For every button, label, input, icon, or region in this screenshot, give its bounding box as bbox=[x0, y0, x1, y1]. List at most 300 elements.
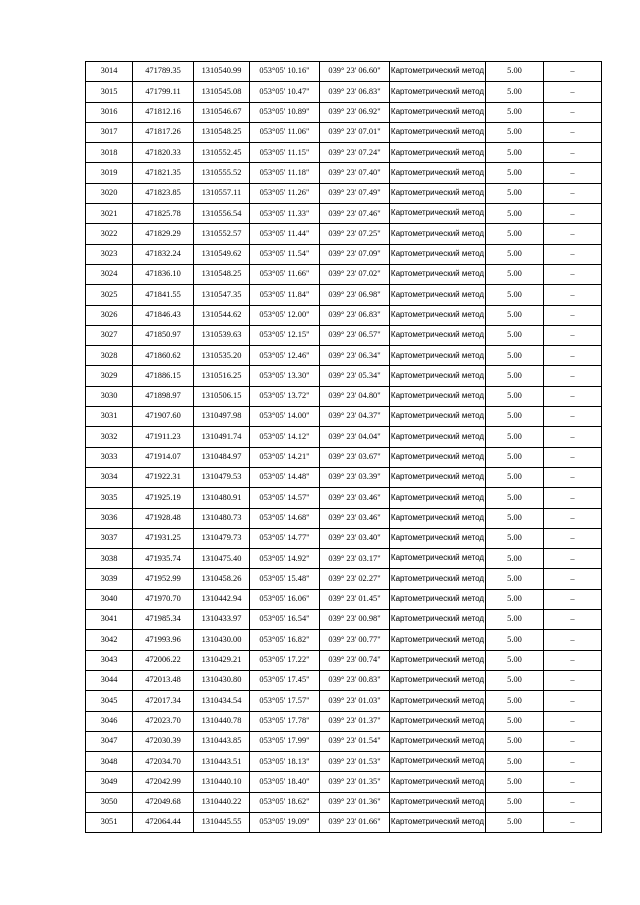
longitude-cell: 039° 23' 03.46" bbox=[320, 508, 390, 528]
latitude-cell: 053°05' 16.06" bbox=[250, 589, 320, 609]
table-row bbox=[86, 163, 602, 183]
longitude-cell: 039° 23' 07.25" bbox=[320, 224, 390, 244]
y-coordinate-cell: 1310429.21 bbox=[194, 650, 250, 670]
point-number-cell: 3014 bbox=[86, 62, 133, 82]
longitude-cell: 039° 23' 00.83" bbox=[320, 670, 390, 690]
x-coordinate-cell: 471817.26 bbox=[133, 122, 194, 142]
note-cell: – bbox=[544, 731, 602, 751]
x-coordinate-cell: 471911.23 bbox=[133, 427, 194, 447]
y-coordinate-cell: 1310548.25 bbox=[194, 264, 250, 284]
latitude-cell: 053°05' 11.66" bbox=[250, 264, 320, 284]
latitude-cell: 053°05' 11.33" bbox=[250, 204, 320, 224]
longitude-cell: 039° 23' 07.40" bbox=[320, 163, 390, 183]
note-cell: – bbox=[544, 467, 602, 487]
method-cell: Картометрический метод bbox=[390, 670, 486, 690]
longitude-cell: 039° 23' 03.39" bbox=[320, 467, 390, 487]
latitude-cell: 053°05' 17.99" bbox=[250, 731, 320, 751]
longitude-cell: 039° 23' 01.37" bbox=[320, 711, 390, 731]
latitude-cell: 053°05' 14.92" bbox=[250, 549, 320, 569]
table-row bbox=[86, 630, 602, 650]
y-coordinate-cell: 1310440.78 bbox=[194, 711, 250, 731]
x-coordinate-cell: 471914.07 bbox=[133, 447, 194, 467]
x-coordinate-cell: 471860.62 bbox=[133, 346, 194, 366]
y-coordinate-cell: 1310549.62 bbox=[194, 244, 250, 264]
table-row bbox=[86, 812, 602, 832]
longitude-cell: 039° 23' 04.80" bbox=[320, 386, 390, 406]
x-coordinate-cell: 472064.44 bbox=[133, 812, 194, 832]
method-cell: Картометрический метод bbox=[390, 407, 486, 427]
y-coordinate-cell: 1310548.25 bbox=[194, 122, 250, 142]
latitude-cell: 053°05' 17.78" bbox=[250, 711, 320, 731]
y-coordinate-cell: 1310557.11 bbox=[194, 183, 250, 203]
accuracy-cell: 5.00 bbox=[486, 407, 544, 427]
table-row bbox=[86, 650, 602, 670]
method-cell: Картометрический метод bbox=[390, 386, 486, 406]
table-row bbox=[86, 224, 602, 244]
latitude-cell: 053°05' 11.84" bbox=[250, 285, 320, 305]
latitude-cell: 053°05' 12.00" bbox=[250, 305, 320, 325]
x-coordinate-cell: 471970.70 bbox=[133, 589, 194, 609]
longitude-cell: 039° 23' 01.54" bbox=[320, 731, 390, 751]
y-coordinate-cell: 1310475.40 bbox=[194, 549, 250, 569]
latitude-cell: 053°05' 19.09" bbox=[250, 812, 320, 832]
latitude-cell: 053°05' 14.21" bbox=[250, 447, 320, 467]
note-cell: – bbox=[544, 630, 602, 650]
latitude-cell: 053°05' 11.06" bbox=[250, 122, 320, 142]
note-cell: – bbox=[544, 163, 602, 183]
longitude-cell: 039° 23' 03.40" bbox=[320, 528, 390, 548]
x-coordinate-cell: 471825.78 bbox=[133, 204, 194, 224]
accuracy-cell: 5.00 bbox=[486, 772, 544, 792]
y-coordinate-cell: 1310440.22 bbox=[194, 792, 250, 812]
latitude-cell: 053°05' 18.62" bbox=[250, 792, 320, 812]
point-number-cell: 3022 bbox=[86, 224, 133, 244]
note-cell: – bbox=[544, 488, 602, 508]
x-coordinate-cell: 471846.43 bbox=[133, 305, 194, 325]
y-coordinate-cell: 1310433.97 bbox=[194, 610, 250, 630]
x-coordinate-cell: 471886.15 bbox=[133, 366, 194, 386]
point-number-cell: 3039 bbox=[86, 569, 133, 589]
y-coordinate-cell: 1310516.25 bbox=[194, 366, 250, 386]
y-coordinate-cell: 1310479.53 bbox=[194, 467, 250, 487]
point-number-cell: 3020 bbox=[86, 183, 133, 203]
table-row bbox=[86, 427, 602, 447]
point-number-cell: 3016 bbox=[86, 102, 133, 122]
latitude-cell: 053°05' 16.54" bbox=[250, 610, 320, 630]
table-row bbox=[86, 711, 602, 731]
x-coordinate-cell: 471823.85 bbox=[133, 183, 194, 203]
point-number-cell: 3015 bbox=[86, 82, 133, 102]
method-cell: Картометрический метод bbox=[390, 528, 486, 548]
x-coordinate-cell: 472030.39 bbox=[133, 731, 194, 751]
latitude-cell: 053°05' 17.57" bbox=[250, 691, 320, 711]
point-number-cell: 3045 bbox=[86, 691, 133, 711]
note-cell: – bbox=[544, 285, 602, 305]
y-coordinate-cell: 1310506.15 bbox=[194, 386, 250, 406]
note-cell: – bbox=[544, 752, 602, 772]
y-coordinate-cell: 1310458.26 bbox=[194, 569, 250, 589]
latitude-cell: 053°05' 16.82" bbox=[250, 630, 320, 650]
accuracy-cell: 5.00 bbox=[486, 325, 544, 345]
point-number-cell: 3035 bbox=[86, 488, 133, 508]
y-coordinate-cell: 1310544.62 bbox=[194, 305, 250, 325]
x-coordinate-cell: 472034.70 bbox=[133, 752, 194, 772]
point-number-cell: 3041 bbox=[86, 610, 133, 630]
point-number-cell: 3023 bbox=[86, 244, 133, 264]
y-coordinate-cell: 1310539.63 bbox=[194, 325, 250, 345]
accuracy-cell: 5.00 bbox=[486, 102, 544, 122]
note-cell: – bbox=[544, 244, 602, 264]
table-row bbox=[86, 488, 602, 508]
table-row bbox=[86, 528, 602, 548]
point-number-cell: 3040 bbox=[86, 589, 133, 609]
x-coordinate-cell: 471985.34 bbox=[133, 610, 194, 630]
point-number-cell: 3026 bbox=[86, 305, 133, 325]
accuracy-cell: 5.00 bbox=[486, 183, 544, 203]
point-number-cell: 3037 bbox=[86, 528, 133, 548]
accuracy-cell: 5.00 bbox=[486, 711, 544, 731]
accuracy-cell: 5.00 bbox=[486, 447, 544, 467]
note-cell: – bbox=[544, 407, 602, 427]
point-number-cell: 3029 bbox=[86, 366, 133, 386]
method-cell: Картометрический метод bbox=[390, 752, 486, 772]
note-cell: – bbox=[544, 264, 602, 284]
accuracy-cell: 5.00 bbox=[486, 488, 544, 508]
point-number-cell: 3044 bbox=[86, 670, 133, 690]
method-cell: Картометрический метод bbox=[390, 508, 486, 528]
y-coordinate-cell: 1310442.94 bbox=[194, 589, 250, 609]
method-cell: Картометрический метод bbox=[390, 792, 486, 812]
point-number-cell: 3027 bbox=[86, 325, 133, 345]
method-cell: Картометрический метод bbox=[390, 772, 486, 792]
accuracy-cell: 5.00 bbox=[486, 691, 544, 711]
point-number-cell: 3021 bbox=[86, 204, 133, 224]
method-cell: Картометрический метод bbox=[390, 163, 486, 183]
longitude-cell: 039° 23' 03.46" bbox=[320, 488, 390, 508]
note-cell: – bbox=[544, 691, 602, 711]
note-cell: – bbox=[544, 204, 602, 224]
method-cell: Картометрический метод bbox=[390, 691, 486, 711]
latitude-cell: 053°05' 11.44" bbox=[250, 224, 320, 244]
method-cell: Картометрический метод bbox=[390, 731, 486, 751]
method-cell: Картометрический метод bbox=[390, 650, 486, 670]
table-row bbox=[86, 731, 602, 751]
accuracy-cell: 5.00 bbox=[486, 670, 544, 690]
y-coordinate-cell: 1310546.67 bbox=[194, 102, 250, 122]
latitude-cell: 053°05' 11.26" bbox=[250, 183, 320, 203]
method-cell: Картометрический метод bbox=[390, 183, 486, 203]
point-number-cell: 3019 bbox=[86, 163, 133, 183]
accuracy-cell: 5.00 bbox=[486, 528, 544, 548]
accuracy-cell: 5.00 bbox=[486, 630, 544, 650]
longitude-cell: 039° 23' 03.67" bbox=[320, 447, 390, 467]
table-row bbox=[86, 569, 602, 589]
note-cell: – bbox=[544, 650, 602, 670]
table-row bbox=[86, 204, 602, 224]
table-body bbox=[86, 62, 602, 833]
x-coordinate-cell: 471925.19 bbox=[133, 488, 194, 508]
y-coordinate-cell: 1310445.55 bbox=[194, 812, 250, 832]
method-cell: Картометрический метод bbox=[390, 62, 486, 82]
note-cell: – bbox=[544, 122, 602, 142]
longitude-cell: 039° 23' 01.66" bbox=[320, 812, 390, 832]
accuracy-cell: 5.00 bbox=[486, 792, 544, 812]
accuracy-cell: 5.00 bbox=[486, 62, 544, 82]
longitude-cell: 039° 23' 03.17" bbox=[320, 549, 390, 569]
table-row bbox=[86, 102, 602, 122]
x-coordinate-cell: 471812.16 bbox=[133, 102, 194, 122]
accuracy-cell: 5.00 bbox=[486, 143, 544, 163]
note-cell: – bbox=[544, 366, 602, 386]
table-row bbox=[86, 589, 602, 609]
x-coordinate-cell: 472013.48 bbox=[133, 670, 194, 690]
x-coordinate-cell: 471821.35 bbox=[133, 163, 194, 183]
point-number-cell: 3024 bbox=[86, 264, 133, 284]
point-number-cell: 3049 bbox=[86, 772, 133, 792]
latitude-cell: 053°05' 10.89" bbox=[250, 102, 320, 122]
y-coordinate-cell: 1310552.45 bbox=[194, 143, 250, 163]
table-row bbox=[86, 244, 602, 264]
longitude-cell: 039° 23' 04.04" bbox=[320, 427, 390, 447]
accuracy-cell: 5.00 bbox=[486, 812, 544, 832]
latitude-cell: 053°05' 18.40" bbox=[250, 772, 320, 792]
longitude-cell: 039° 23' 05.34" bbox=[320, 366, 390, 386]
accuracy-cell: 5.00 bbox=[486, 386, 544, 406]
latitude-cell: 053°05' 11.18" bbox=[250, 163, 320, 183]
table-row bbox=[86, 792, 602, 812]
table-row bbox=[86, 467, 602, 487]
method-cell: Картометрический метод bbox=[390, 447, 486, 467]
note-cell: – bbox=[544, 772, 602, 792]
y-coordinate-cell: 1310434.54 bbox=[194, 691, 250, 711]
longitude-cell: 039° 23' 04.37" bbox=[320, 407, 390, 427]
latitude-cell: 053°05' 12.15" bbox=[250, 325, 320, 345]
note-cell: – bbox=[544, 143, 602, 163]
latitude-cell: 053°05' 18.13" bbox=[250, 752, 320, 772]
note-cell: – bbox=[544, 62, 602, 82]
longitude-cell: 039° 23' 06.60" bbox=[320, 62, 390, 82]
note-cell: – bbox=[544, 508, 602, 528]
accuracy-cell: 5.00 bbox=[486, 752, 544, 772]
accuracy-cell: 5.00 bbox=[486, 731, 544, 751]
method-cell: Картометрический метод bbox=[390, 244, 486, 264]
latitude-cell: 053°05' 14.68" bbox=[250, 508, 320, 528]
method-cell: Картометрический метод bbox=[390, 711, 486, 731]
method-cell: Картометрический метод bbox=[390, 427, 486, 447]
point-number-cell: 3017 bbox=[86, 122, 133, 142]
latitude-cell: 053°05' 14.77" bbox=[250, 528, 320, 548]
accuracy-cell: 5.00 bbox=[486, 467, 544, 487]
x-coordinate-cell: 472017.34 bbox=[133, 691, 194, 711]
method-cell: Картометрический метод bbox=[390, 224, 486, 244]
accuracy-cell: 5.00 bbox=[486, 224, 544, 244]
latitude-cell: 053°05' 10.47" bbox=[250, 82, 320, 102]
table-row bbox=[86, 691, 602, 711]
latitude-cell: 053°05' 17.22" bbox=[250, 650, 320, 670]
y-coordinate-cell: 1310440.10 bbox=[194, 772, 250, 792]
y-coordinate-cell: 1310535.20 bbox=[194, 346, 250, 366]
longitude-cell: 039° 23' 06.34" bbox=[320, 346, 390, 366]
method-cell: Картометрический метод bbox=[390, 325, 486, 345]
y-coordinate-cell: 1310443.85 bbox=[194, 731, 250, 751]
latitude-cell: 053°05' 15.48" bbox=[250, 569, 320, 589]
table-row bbox=[86, 264, 602, 284]
latitude-cell: 053°05' 14.57" bbox=[250, 488, 320, 508]
y-coordinate-cell: 1310555.52 bbox=[194, 163, 250, 183]
longitude-cell: 039° 23' 00.74" bbox=[320, 650, 390, 670]
longitude-cell: 039° 23' 06.92" bbox=[320, 102, 390, 122]
point-number-cell: 3033 bbox=[86, 447, 133, 467]
note-cell: – bbox=[544, 427, 602, 447]
method-cell: Картометрический метод bbox=[390, 549, 486, 569]
point-number-cell: 3028 bbox=[86, 346, 133, 366]
method-cell: Картометрический метод bbox=[390, 467, 486, 487]
coordinates-table bbox=[85, 61, 602, 833]
table-row bbox=[86, 62, 602, 82]
note-cell: – bbox=[544, 82, 602, 102]
x-coordinate-cell: 471952.99 bbox=[133, 569, 194, 589]
point-number-cell: 3046 bbox=[86, 711, 133, 731]
note-cell: – bbox=[544, 224, 602, 244]
table-row bbox=[86, 670, 602, 690]
accuracy-cell: 5.00 bbox=[486, 244, 544, 264]
method-cell: Картометрический метод bbox=[390, 82, 486, 102]
longitude-cell: 039° 23' 01.03" bbox=[320, 691, 390, 711]
y-coordinate-cell: 1310547.35 bbox=[194, 285, 250, 305]
table-row bbox=[86, 366, 602, 386]
y-coordinate-cell: 1310552.57 bbox=[194, 224, 250, 244]
method-cell: Картометрический метод bbox=[390, 630, 486, 650]
note-cell: – bbox=[544, 589, 602, 609]
x-coordinate-cell: 472042.99 bbox=[133, 772, 194, 792]
longitude-cell: 039° 23' 01.45" bbox=[320, 589, 390, 609]
x-coordinate-cell: 471931.25 bbox=[133, 528, 194, 548]
table-row bbox=[86, 610, 602, 630]
table-row bbox=[86, 122, 602, 142]
x-coordinate-cell: 471841.55 bbox=[133, 285, 194, 305]
y-coordinate-cell: 1310545.08 bbox=[194, 82, 250, 102]
method-cell: Картометрический метод bbox=[390, 569, 486, 589]
longitude-cell: 039° 23' 06.57" bbox=[320, 325, 390, 345]
y-coordinate-cell: 1310430.80 bbox=[194, 670, 250, 690]
point-number-cell: 3038 bbox=[86, 549, 133, 569]
table-row bbox=[86, 143, 602, 163]
y-coordinate-cell: 1310479.73 bbox=[194, 528, 250, 548]
table-row bbox=[86, 346, 602, 366]
x-coordinate-cell: 471836.10 bbox=[133, 264, 194, 284]
note-cell: – bbox=[544, 528, 602, 548]
table-row bbox=[86, 386, 602, 406]
point-number-cell: 3050 bbox=[86, 792, 133, 812]
y-coordinate-cell: 1310556.54 bbox=[194, 204, 250, 224]
latitude-cell: 053°05' 11.54" bbox=[250, 244, 320, 264]
accuracy-cell: 5.00 bbox=[486, 163, 544, 183]
note-cell: – bbox=[544, 447, 602, 467]
note-cell: – bbox=[544, 183, 602, 203]
latitude-cell: 053°05' 13.30" bbox=[250, 366, 320, 386]
y-coordinate-cell: 1310443.51 bbox=[194, 752, 250, 772]
longitude-cell: 039° 23' 00.77" bbox=[320, 630, 390, 650]
accuracy-cell: 5.00 bbox=[486, 264, 544, 284]
note-cell: – bbox=[544, 549, 602, 569]
x-coordinate-cell: 471789.35 bbox=[133, 62, 194, 82]
longitude-cell: 039° 23' 06.83" bbox=[320, 305, 390, 325]
longitude-cell: 039° 23' 01.53" bbox=[320, 752, 390, 772]
point-number-cell: 3042 bbox=[86, 630, 133, 650]
x-coordinate-cell: 471898.97 bbox=[133, 386, 194, 406]
longitude-cell: 039° 23' 07.09" bbox=[320, 244, 390, 264]
longitude-cell: 039° 23' 07.49" bbox=[320, 183, 390, 203]
point-number-cell: 3043 bbox=[86, 650, 133, 670]
y-coordinate-cell: 1310497.98 bbox=[194, 407, 250, 427]
note-cell: – bbox=[544, 346, 602, 366]
table-row bbox=[86, 183, 602, 203]
x-coordinate-cell: 471850.97 bbox=[133, 325, 194, 345]
x-coordinate-cell: 471928.48 bbox=[133, 508, 194, 528]
accuracy-cell: 5.00 bbox=[486, 508, 544, 528]
accuracy-cell: 5.00 bbox=[486, 569, 544, 589]
y-coordinate-cell: 1310480.73 bbox=[194, 508, 250, 528]
note-cell: – bbox=[544, 102, 602, 122]
longitude-cell: 039° 23' 06.98" bbox=[320, 285, 390, 305]
y-coordinate-cell: 1310430.00 bbox=[194, 630, 250, 650]
latitude-cell: 053°05' 14.00" bbox=[250, 407, 320, 427]
table-row bbox=[86, 325, 602, 345]
method-cell: Картометрический метод bbox=[390, 488, 486, 508]
longitude-cell: 039° 23' 00.98" bbox=[320, 610, 390, 630]
table-row bbox=[86, 549, 602, 569]
x-coordinate-cell: 472023.70 bbox=[133, 711, 194, 731]
latitude-cell: 053°05' 14.12" bbox=[250, 427, 320, 447]
latitude-cell: 053°05' 10.16" bbox=[250, 62, 320, 82]
table-row bbox=[86, 508, 602, 528]
table-row bbox=[86, 752, 602, 772]
longitude-cell: 039° 23' 07.01" bbox=[320, 122, 390, 142]
note-cell: – bbox=[544, 305, 602, 325]
y-coordinate-cell: 1310480.91 bbox=[194, 488, 250, 508]
method-cell: Картометрический метод bbox=[390, 285, 486, 305]
longitude-cell: 039° 23' 07.24" bbox=[320, 143, 390, 163]
method-cell: Картометрический метод bbox=[390, 143, 486, 163]
accuracy-cell: 5.00 bbox=[486, 204, 544, 224]
method-cell: Картометрический метод bbox=[390, 812, 486, 832]
method-cell: Картометрический метод bbox=[390, 204, 486, 224]
x-coordinate-cell: 472006.22 bbox=[133, 650, 194, 670]
accuracy-cell: 5.00 bbox=[486, 366, 544, 386]
latitude-cell: 053°05' 11.15" bbox=[250, 143, 320, 163]
accuracy-cell: 5.00 bbox=[486, 427, 544, 447]
latitude-cell: 053°05' 14.48" bbox=[250, 467, 320, 487]
x-coordinate-cell: 471993.96 bbox=[133, 630, 194, 650]
note-cell: – bbox=[544, 610, 602, 630]
note-cell: – bbox=[544, 325, 602, 345]
method-cell: Картометрический метод bbox=[390, 346, 486, 366]
method-cell: Картометрический метод bbox=[390, 366, 486, 386]
latitude-cell: 053°05' 13.72" bbox=[250, 386, 320, 406]
table-row bbox=[86, 772, 602, 792]
accuracy-cell: 5.00 bbox=[486, 346, 544, 366]
point-number-cell: 3047 bbox=[86, 731, 133, 751]
x-coordinate-cell: 472049.68 bbox=[133, 792, 194, 812]
point-number-cell: 3034 bbox=[86, 467, 133, 487]
x-coordinate-cell: 471820.33 bbox=[133, 143, 194, 163]
note-cell: – bbox=[544, 670, 602, 690]
longitude-cell: 039° 23' 06.83" bbox=[320, 82, 390, 102]
longitude-cell: 039° 23' 02.27" bbox=[320, 569, 390, 589]
y-coordinate-cell: 1310484.97 bbox=[194, 447, 250, 467]
x-coordinate-cell: 471935.74 bbox=[133, 549, 194, 569]
method-cell: Картометрический метод bbox=[390, 264, 486, 284]
